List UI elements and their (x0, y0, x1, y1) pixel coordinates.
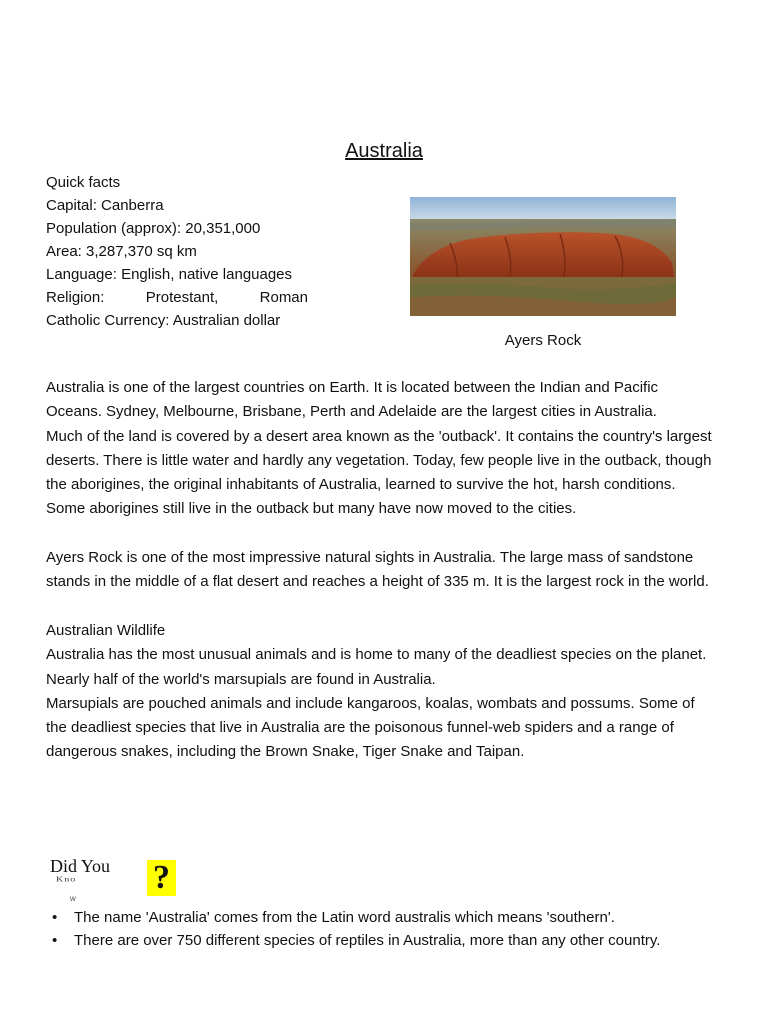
fact-religion-currency: Catholic Currency: Australian dollar (46, 312, 281, 329)
fun-facts-list (46, 907, 746, 952)
page-title: Australia (345, 140, 423, 162)
quick-facts (46, 171, 308, 332)
fact-population: Population (approx): 20,351,000 (46, 220, 261, 237)
paragraph: Australia has the most unusual animals and is home to many of the deadliest species on the planet. Nearly half of the world's marsupials are found in Australia. (46, 646, 707, 688)
article-body (46, 376, 718, 765)
paragraph: Much of the land is covered by a desert area known as the 'outback'. It contains the country's largest deserts. There is little water and hardly any vegetation. Today, few people live in the outback, though the aborigines, the original inhabitants of Australia, learned to survive the hot, harsh conditions. Some aborigines still live in the outback but many have now moved to the cities. (46, 427, 712, 518)
did-you-know-sub: Kno (56, 875, 77, 884)
paragraph: Marsupials are pouched animals and include kangaroos, koalas, wombats and possums. Some of the deadliest species that live in Australia are the poisonous funnel-web spiders and a range of dangerous snakes, including the Brown Snake, Tiger Snake and Taipan. (46, 694, 695, 761)
fact-language: Language: English, native languages (46, 266, 293, 283)
fact-religion-word: Protestant, (145, 289, 219, 306)
ayers-rock-photo (410, 197, 676, 316)
photo-caption: Ayers Rock (504, 332, 582, 349)
list-item: • The name 'Australia' comes from the Latin word australis which means 'southern'. (46, 907, 746, 930)
quick-facts-heading: Quick facts (46, 174, 121, 191)
did-you-know-graphic (50, 856, 180, 906)
did-you-know-sub2: w (70, 894, 76, 903)
question-mark-icon: ? (147, 860, 176, 896)
paragraph: Ayers Rock is one of the most impressive natural sights in Australia. The large mass of sandstone stands in the middle of a flat desert and reaches a height of 335 m. It is the largest rock in the world. (46, 549, 709, 591)
fact-religion-word: Roman (259, 289, 308, 306)
list-item: • There are over 750 different species of reptiles in Australia, more than any other country. (46, 930, 746, 953)
fact-capital: Capital: Canberra (46, 197, 164, 214)
section-heading: Australian Wildlife (46, 621, 166, 639)
did-you-know-label: Did You (50, 856, 111, 876)
fact-religion (46, 286, 308, 309)
fact-area: Area: 3,287,370 sq km (46, 243, 197, 260)
fact-religion-word: Religion: (46, 289, 105, 306)
paragraph: Australia is one of the largest countries on Earth. It is located between the Indian and Pacific Oceans. Sydney, Melbourne, Brisbane, Perth and Adelaide are the largest cities in Australia. (46, 379, 659, 421)
